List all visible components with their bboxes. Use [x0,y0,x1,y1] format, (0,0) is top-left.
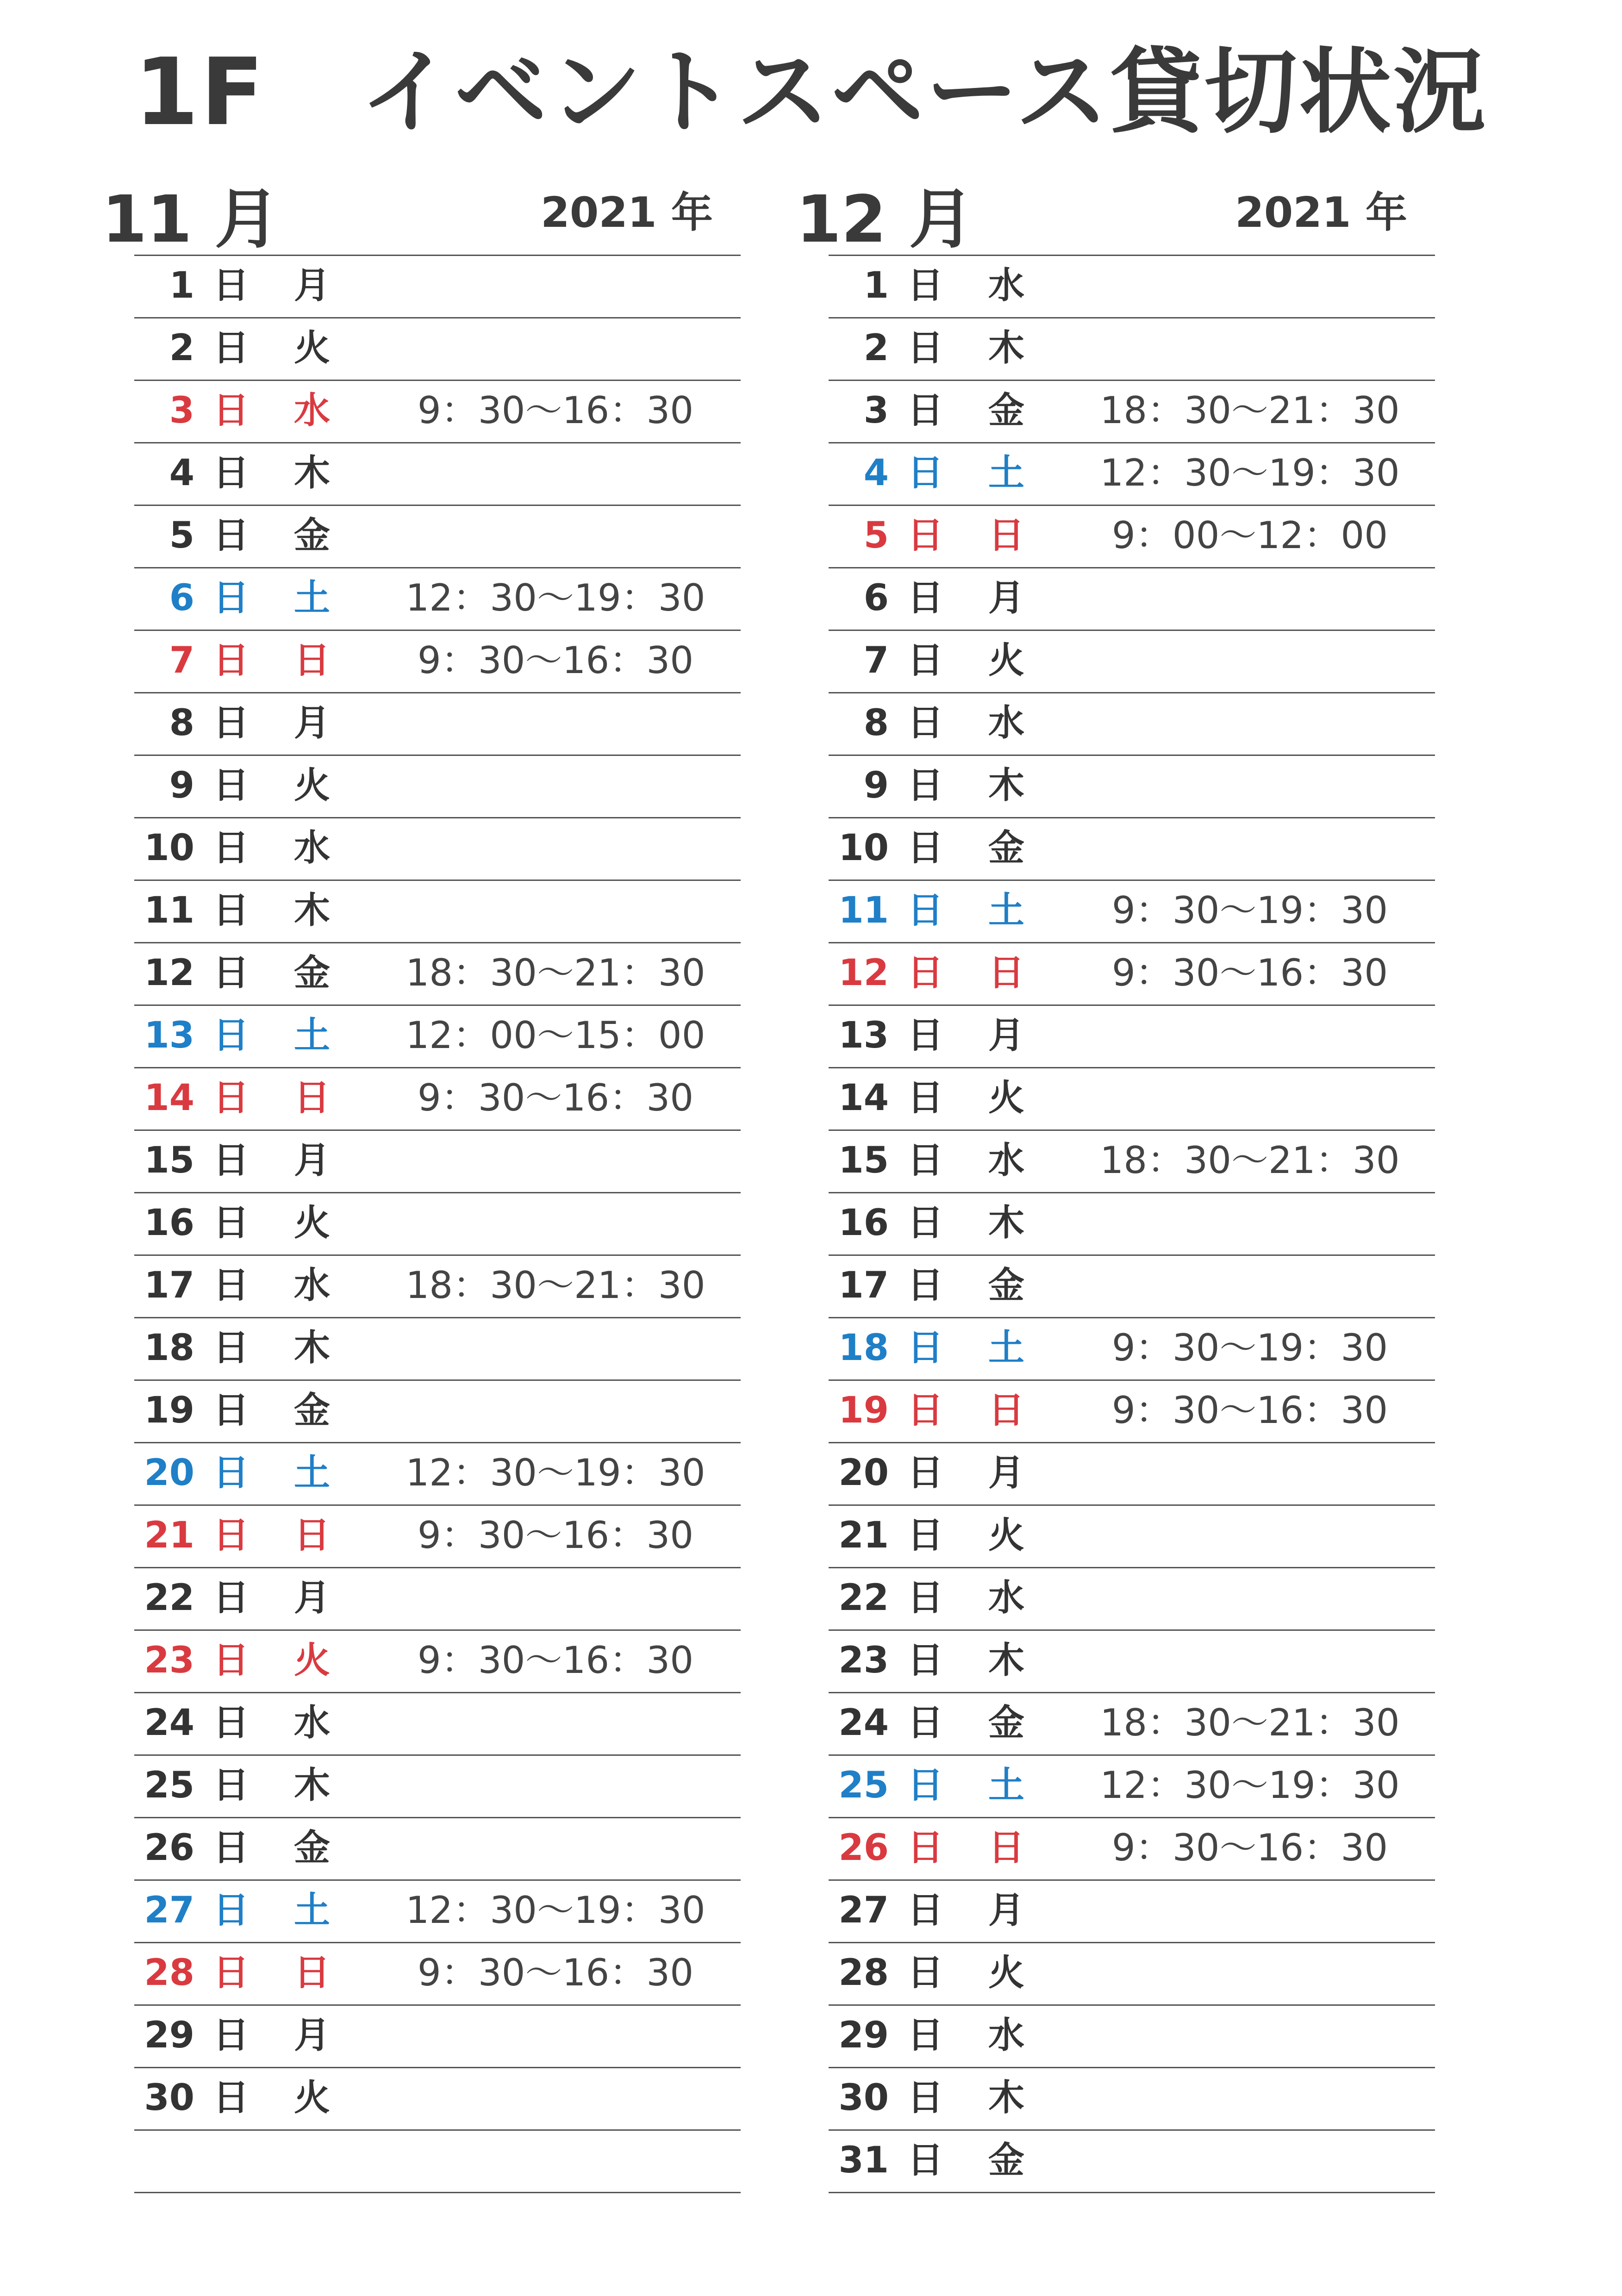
day-row [829,943,1435,1006]
weekday: 火 [294,327,331,369]
day-row [134,1006,741,1068]
day-number: 25 [838,1765,889,1806]
weekday: 月 [988,1015,1025,1056]
weekday: 日 [294,1952,331,1994]
day-row [829,1631,1435,1693]
day-number: 29 [144,2015,194,2056]
weekday: 日 [988,1827,1025,1869]
weekday: 水 [988,1577,1025,1619]
day-unit: 日 [213,327,250,369]
day-unit: 日 [907,1890,944,1931]
booking-time: 9：30～16：30 [1111,951,1388,994]
day-number: 17 [144,1265,194,1306]
day-row [829,381,1435,443]
day-row [829,1943,1435,2006]
day-unit: 日 [213,1765,250,1806]
day-number: 25 [144,1765,194,1806]
day-row [134,443,741,506]
day-unit: 日 [213,890,250,931]
day-unit: 日 [213,452,250,494]
day-number: 11 [144,890,194,931]
weekday: 土 [294,1015,331,1056]
day-row [829,1256,1435,1318]
day-row [829,756,1435,818]
day-row [829,506,1435,568]
day-unit: 日 [907,640,944,681]
day-row [134,1818,741,1881]
booking-time: 9：30～16：30 [417,1639,694,1682]
day-unit: 日 [907,890,944,931]
day-row [134,1131,741,1193]
weekday: 月 [988,577,1025,619]
day-unit: 日 [213,577,250,619]
day-row [829,318,1435,381]
day-unit: 日 [213,827,250,869]
day-unit: 日 [907,265,944,306]
day-unit: 日 [213,2077,250,2119]
day-number: 3 [169,390,194,431]
day-row [134,756,741,818]
day-number: 22 [144,1577,194,1619]
day-row [829,1068,1435,1131]
weekday: 土 [988,890,1025,931]
day-unit: 日 [907,1577,944,1619]
booking-time: 12：30～19：30 [406,1451,705,1494]
day-number: 21 [838,1515,889,1556]
day-unit: 日 [907,1952,944,1994]
day-row [134,256,741,318]
weekday: 水 [294,827,331,869]
day-row [134,1568,741,1631]
day-unit: 日 [213,1390,250,1431]
booking-time: 9：30～16：30 [417,1514,694,1557]
weekday: 木 [988,1202,1025,1244]
day-row [134,2006,741,2068]
weekday: 月 [988,1890,1025,1931]
weekday: 月 [294,1140,331,1181]
day-list [829,255,1435,2193]
day-number: 5 [169,515,194,556]
day-unit: 日 [213,265,250,306]
weekday: 火 [294,1202,331,1244]
weekday: 土 [988,1327,1025,1369]
weekday: 日 [988,952,1025,994]
day-number: 31 [838,2140,889,2181]
booking-time: 9：30～16：30 [417,639,694,682]
day-number: 10 [838,827,889,869]
day-row [134,943,741,1006]
day-unit: 日 [213,515,250,556]
day-row [829,1443,1435,1506]
day-number: 12 [838,952,889,994]
day-number: 28 [144,1952,194,1994]
weekday: 火 [988,1952,1025,1994]
day-row [134,1943,741,2006]
booking-time: 9：30～16：30 [417,1951,694,1994]
weekday: 月 [294,265,331,306]
day-row [134,2131,741,2193]
year-label: 2021 年 [541,188,713,237]
day-unit: 日 [907,765,944,806]
day-unit: 日 [907,827,944,869]
booking-time: 18：30～21：30 [1100,1139,1400,1182]
day-unit: 日 [213,390,250,431]
booking-time: 18：30～21：30 [406,951,705,994]
day-unit: 日 [213,1140,250,1181]
weekday: 火 [294,765,331,806]
day-unit: 日 [213,952,250,994]
booking-time: 18：30～21：30 [1100,1701,1400,1744]
day-number: 4 [863,452,889,494]
month-label: 11 月 [102,182,280,257]
weekday: 水 [294,1265,331,1306]
day-number: 1 [863,265,889,306]
day-unit: 日 [907,2140,944,2181]
booking-time: 9：30～16：30 [1111,1389,1388,1432]
weekday: 木 [988,327,1025,369]
day-number: 19 [144,1390,194,1431]
weekday: 木 [988,765,1025,806]
weekday: 金 [988,827,1025,869]
day-number: 2 [863,327,889,369]
weekday: 金 [294,1827,331,1869]
day-row [134,1256,741,1318]
day-number: 24 [838,1702,889,1744]
day-number: 16 [838,1202,889,1244]
day-row [829,1756,1435,1818]
day-unit: 日 [213,1640,250,1681]
day-number: 4 [169,452,194,494]
day-number: 5 [863,515,889,556]
booking-time: 18：30～21：30 [406,1264,705,1307]
day-row [134,1631,741,1693]
day-number: 2 [169,327,194,369]
day-number: 26 [838,1827,889,1869]
weekday: 水 [988,1140,1025,1181]
weekday: 月 [294,1577,331,1619]
weekday: 火 [988,1515,1025,1556]
day-number: 30 [838,2077,889,2119]
weekday: 水 [294,390,331,431]
day-number: 10 [144,827,194,869]
day-unit: 日 [213,640,250,681]
day-number: 7 [169,640,194,681]
day-unit: 日 [907,2077,944,2119]
day-number: 13 [144,1015,194,1056]
day-row [829,256,1435,318]
weekday: 土 [988,1765,1025,1806]
weekday: 木 [294,1327,331,1369]
day-number: 30 [144,2077,194,2119]
day-unit: 日 [907,2015,944,2056]
day-unit: 日 [907,1140,944,1181]
day-row [829,1568,1435,1631]
day-unit: 日 [907,1202,944,1244]
day-number: 11 [838,890,889,931]
day-unit: 日 [213,1890,250,1931]
day-number: 20 [144,1452,194,1494]
weekday: 日 [294,1077,331,1119]
day-row [134,1193,741,1256]
day-number: 19 [838,1390,889,1431]
day-number: 26 [144,1827,194,1869]
weekday: 金 [294,1390,331,1431]
day-row [134,1443,741,1506]
day-unit: 日 [907,1265,944,1306]
day-number: 24 [144,1702,194,1744]
day-unit: 日 [213,1265,250,1306]
booking-time: 9：30～16：30 [1111,1826,1388,1869]
weekday: 金 [294,952,331,994]
weekday: 木 [988,1640,1025,1681]
day-number: 22 [838,1577,889,1619]
day-unit: 日 [213,1952,250,1994]
day-number: 27 [838,1890,889,1931]
day-row [134,1068,741,1131]
month-header [97,181,755,259]
day-unit: 日 [213,1015,250,1056]
day-unit: 日 [213,1202,250,1244]
day-row [829,443,1435,506]
day-unit: 日 [213,1452,250,1494]
day-row [829,1818,1435,1881]
day-number: 6 [863,577,889,619]
day-number: 18 [838,1327,889,1369]
weekday: 水 [988,2015,1025,2056]
day-row [134,818,741,881]
day-unit: 日 [907,1390,944,1431]
weekday: 水 [294,1702,331,1744]
booking-time: 9：30～16：30 [417,1076,694,1119]
day-number: 23 [144,1640,194,1681]
day-number: 17 [838,1265,889,1306]
weekday: 日 [294,640,331,681]
weekday: 金 [988,1265,1025,1306]
day-unit: 日 [907,1827,944,1869]
day-number: 23 [838,1640,889,1681]
day-number: 9 [169,765,194,806]
year-label: 2021 年 [1235,188,1407,237]
booking-time: 12：00～15：00 [406,1014,705,1057]
weekday: 日 [294,1515,331,1556]
weekday: 木 [294,452,331,494]
day-row [829,1693,1435,1756]
day-unit: 日 [213,765,250,806]
day-row [134,1381,741,1443]
weekday: 金 [988,390,1025,431]
day-unit: 日 [213,702,250,744]
day-row [134,568,741,631]
day-unit: 日 [213,1077,250,1119]
day-row [829,631,1435,693]
month-header [792,181,1449,259]
weekday: 土 [988,452,1025,494]
day-unit: 日 [907,577,944,619]
weekday: 土 [294,577,331,619]
weekday: 金 [988,2140,1025,2181]
day-unit: 日 [907,515,944,556]
booking-time: 12：30～19：30 [1100,1764,1400,1807]
day-number: 6 [169,577,194,619]
day-unit: 日 [213,1515,250,1556]
day-row [829,1193,1435,1256]
day-row [829,2068,1435,2131]
day-row [829,2131,1435,2193]
day-number: 28 [838,1952,889,1994]
weekday: 月 [294,2015,331,2056]
day-unit: 日 [907,327,944,369]
day-row [134,2068,741,2131]
day-unit: 日 [907,702,944,744]
day-row [829,693,1435,756]
day-row [829,1318,1435,1381]
day-number: 12 [144,952,194,994]
day-number: 8 [863,702,889,744]
day-unit: 日 [907,1327,944,1369]
day-number: 7 [863,640,889,681]
day-unit: 日 [213,1327,250,1369]
day-number: 3 [863,390,889,431]
booking-time: 18：30～21：30 [1100,389,1400,432]
day-row [134,1693,741,1756]
day-row [829,2006,1435,2068]
weekday: 月 [988,1452,1025,1494]
day-number: 15 [838,1140,889,1181]
day-list [134,255,741,2193]
weekday: 月 [294,702,331,744]
weekday: 木 [988,2077,1025,2119]
booking-time: 9：30～16：30 [417,389,694,432]
weekday: 火 [988,640,1025,681]
day-row [134,1756,741,1818]
weekday: 日 [988,515,1025,556]
booking-time: 12：30～19：30 [406,576,705,619]
weekday: 火 [294,2077,331,2119]
day-number: 1 [169,265,194,306]
day-unit: 日 [907,390,944,431]
day-row [134,381,741,443]
weekday: 木 [294,1765,331,1806]
day-row [134,1506,741,1568]
day-number: 20 [838,1452,889,1494]
weekday: 水 [988,265,1025,306]
day-number: 14 [144,1077,194,1119]
day-row [134,318,741,381]
day-row [829,1006,1435,1068]
day-number: 16 [144,1202,194,1244]
page-title: 1F イベントスペース貸切状況 [134,38,1488,146]
day-row [829,568,1435,631]
weekday: 水 [988,702,1025,744]
weekday: 金 [988,1702,1025,1744]
weekday: 日 [988,1390,1025,1431]
weekday: 火 [988,1077,1025,1119]
day-row [134,506,741,568]
day-number: 27 [144,1890,194,1931]
day-unit: 日 [213,1577,250,1619]
day-number: 15 [144,1140,194,1181]
weekday: 金 [294,515,331,556]
booking-time: 12：30～19：30 [1100,451,1400,494]
booking-time: 12：30～19：30 [406,1889,705,1932]
weekday: 土 [294,1890,331,1931]
day-row [134,1881,741,1943]
weekday: 木 [294,890,331,931]
weekday: 土 [294,1452,331,1494]
day-unit: 日 [213,2015,250,2056]
day-row [829,818,1435,881]
day-number: 8 [169,702,194,744]
booking-time: 9：00～12：00 [1111,514,1388,557]
day-row [829,1131,1435,1193]
day-number: 21 [144,1515,194,1556]
day-row [134,1318,741,1381]
month-label: 12 月 [796,182,974,257]
day-unit: 日 [907,1015,944,1056]
day-row [829,1881,1435,1943]
day-unit: 日 [907,952,944,994]
day-unit: 日 [907,1640,944,1681]
day-unit: 日 [213,1702,250,1744]
day-row [134,693,741,756]
day-number: 9 [863,765,889,806]
month-table-december [792,181,1449,2181]
day-number: 18 [144,1327,194,1369]
weekday: 火 [294,1640,331,1681]
day-unit: 日 [213,1827,250,1869]
day-row [134,631,741,693]
day-unit: 日 [907,1765,944,1806]
day-unit: 日 [907,1515,944,1556]
day-row [829,1381,1435,1443]
day-unit: 日 [907,1452,944,1494]
day-row [829,881,1435,943]
booking-time: 9：30～19：30 [1111,1326,1388,1369]
day-row [829,1506,1435,1568]
day-unit: 日 [907,1077,944,1119]
day-number: 29 [838,2015,889,2056]
day-number: 13 [838,1015,889,1056]
month-table-november [97,181,755,2119]
day-row [134,881,741,943]
booking-time: 9：30～19：30 [1111,889,1388,932]
day-number: 14 [838,1077,889,1119]
day-unit: 日 [907,1702,944,1744]
day-unit: 日 [907,452,944,494]
